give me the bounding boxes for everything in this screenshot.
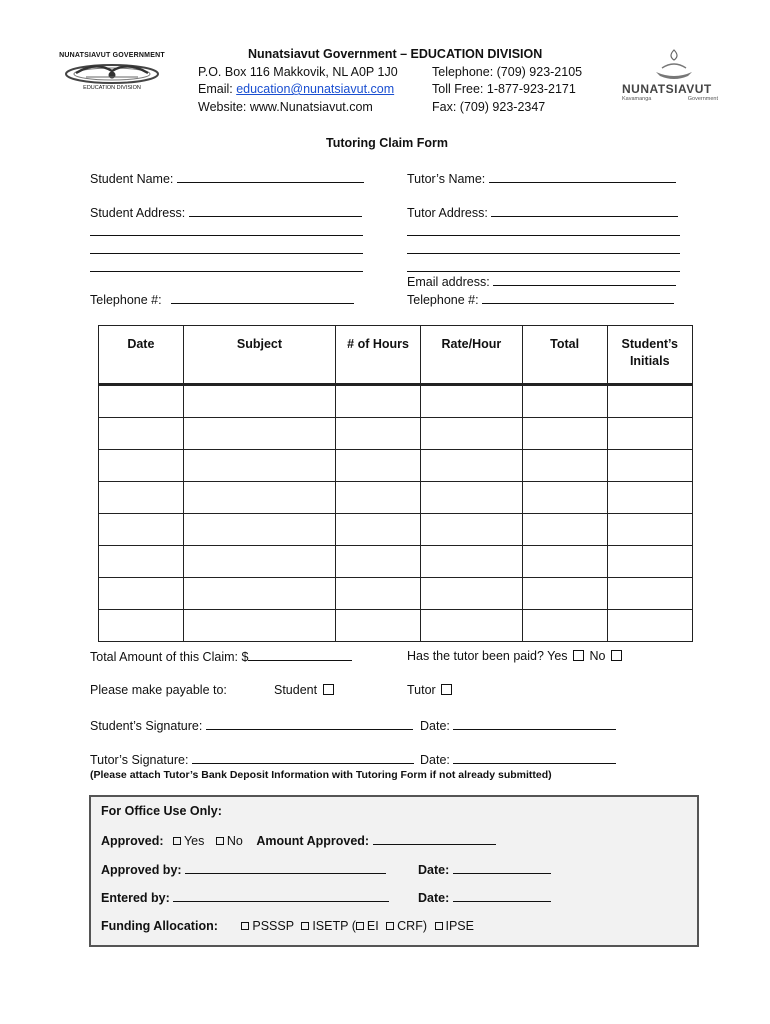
drum-dancer-icon [56, 59, 168, 87]
col-subject: Subject [183, 326, 335, 385]
tutor-address-line-3[interactable] [407, 253, 680, 254]
student-date-field[interactable] [420, 718, 616, 733]
header-website: Website: www.Nunatsiavut.com [198, 100, 373, 114]
student-address-line-4[interactable] [90, 271, 363, 272]
tutor-address-label: Tutor Address: [407, 206, 492, 220]
tutor-name-line[interactable] [489, 171, 676, 183]
amount-approved-label: Amount Approved: [256, 834, 373, 848]
tutor-date-line[interactable] [453, 752, 616, 764]
table-header-row [99, 326, 693, 385]
tutor-address-field[interactable] [407, 205, 678, 220]
funding-ipse-checkbox[interactable] [435, 922, 443, 930]
funding-ei-label: EI [366, 919, 379, 933]
tutor-name-field[interactable] [407, 171, 676, 186]
office-funding-row [101, 919, 474, 933]
approved-by-label: Approved by: [101, 863, 186, 877]
form-title: Tutoring Claim Form [326, 136, 448, 150]
student-address-field[interactable] [90, 205, 362, 220]
right-logo-sub-right: Government [687, 96, 718, 102]
student-address-line-3[interactable] [90, 253, 363, 254]
funding-crf-label: CRF) [397, 919, 428, 933]
funding-psssp-label: PSSSP [252, 919, 294, 933]
col-hours: # of Hours [336, 326, 421, 385]
payable-student-option[interactable] [274, 683, 336, 697]
student-telephone-field[interactable] [90, 292, 354, 307]
student-signature-line[interactable] [206, 718, 413, 730]
table-body [99, 385, 693, 642]
left-logo [56, 52, 168, 100]
header-toll-free: Toll Free: 1-877-923-2171 [432, 82, 576, 96]
table-row [99, 514, 693, 546]
funding-psssp-checkbox[interactable] [241, 922, 249, 930]
student-signature-field[interactable] [90, 718, 413, 733]
total-claim-field[interactable] [90, 649, 352, 664]
payable-student-label: Student [274, 683, 318, 697]
paid-no-checkbox[interactable] [611, 650, 622, 661]
student-name-line[interactable] [177, 171, 364, 183]
header-title: Nunatsiavut Government – EDUCATION DIVISION [248, 47, 543, 61]
right-logo [622, 46, 722, 104]
col-date: Date [99, 326, 184, 385]
table-row [99, 610, 693, 642]
tutor-address-line-4[interactable] [407, 271, 680, 272]
paid-no-label: No [589, 649, 606, 663]
funding-ei-checkbox[interactable] [356, 922, 364, 930]
payable-label: Please make payable to: [90, 683, 227, 697]
office-approved-label: Approved: [101, 834, 164, 848]
tutor-email-field[interactable] [407, 274, 676, 289]
office-entered-date-row[interactable] [418, 890, 551, 905]
tutor-paid-label: Has the tutor been paid? Yes [407, 649, 568, 663]
amount-approved-line[interactable] [373, 833, 496, 845]
table-row [99, 450, 693, 482]
approved-date-label: Date: [418, 863, 453, 877]
tutor-email-line[interactable] [493, 274, 676, 286]
email-link[interactable]: education@nunatsiavut.com [236, 82, 395, 96]
tutor-paid-question [407, 649, 624, 663]
paid-yes-checkbox[interactable] [573, 650, 584, 661]
approved-by-line[interactable] [185, 862, 386, 874]
col-total: Total [522, 326, 607, 385]
approved-no-label: No [226, 834, 243, 848]
header-telephone: Telephone: (709) 923-2105 [432, 65, 583, 79]
approved-yes-checkbox[interactable] [173, 837, 181, 845]
student-telephone-line[interactable] [171, 292, 354, 304]
header-email [198, 82, 394, 96]
right-logo-label: NUNATSIAVUT [622, 82, 712, 96]
tutor-telephone-line[interactable] [482, 292, 674, 304]
entered-date-line[interactable] [453, 890, 551, 902]
tutor-date-label: Date: [420, 753, 454, 767]
table-row [99, 578, 693, 610]
approved-yes-label: Yes [183, 834, 205, 848]
tutor-name-label: Tutor’s Name: [407, 172, 489, 186]
header-address: P.O. Box 116 Makkovik, NL A0P 1J0 [198, 65, 398, 79]
table-row [99, 385, 693, 418]
claims-table [98, 325, 693, 642]
payable-tutor-option[interactable] [407, 683, 454, 697]
tutor-telephone-field[interactable] [407, 292, 674, 307]
tutor-date-field[interactable] [420, 752, 616, 767]
left-logo-sub: EDUCATION DIVISION [83, 85, 141, 91]
payable-tutor-label: Tutor [407, 683, 436, 697]
tutor-address-line[interactable] [491, 205, 678, 217]
total-claim-line[interactable] [248, 649, 352, 661]
funding-crf-checkbox[interactable] [386, 922, 394, 930]
table-row [99, 482, 693, 514]
tutor-email-label: Email address: [407, 275, 494, 289]
tutor-address-line-2[interactable] [407, 235, 680, 236]
student-address-label: Student Address: [90, 206, 189, 220]
email-label: Email: [198, 82, 237, 96]
office-title: For Office Use Only: [101, 804, 222, 818]
total-claim-label: Total Amount of this Claim: $ [90, 650, 249, 664]
tutor-signature-field[interactable] [90, 752, 414, 767]
student-name-field[interactable] [90, 171, 364, 186]
attach-note: (Please attach Tutor’s Bank Deposit Information with Tutoring Form if not already submitted) [90, 769, 552, 781]
office-approved-by-row[interactable] [101, 862, 386, 877]
office-approved-row [101, 833, 496, 848]
col-initials: Student’s Initials [607, 326, 693, 385]
right-logo-sub-left: Kavamanga [622, 96, 652, 102]
student-date-line[interactable] [453, 718, 616, 730]
office-approved-date-row[interactable] [418, 862, 551, 877]
col-rate: Rate/Hour [420, 326, 522, 385]
office-use-box [89, 795, 699, 947]
office-entered-by-row[interactable] [101, 890, 389, 905]
funding-isetp-label: ISETP ( [312, 919, 356, 933]
student-signature-label: Student’s Signature: [90, 719, 206, 733]
tutor-signature-line[interactable] [192, 752, 414, 764]
student-address-line[interactable] [189, 205, 362, 217]
header-fax: Fax: (709) 923-2347 [432, 100, 546, 114]
lamp-icon [622, 46, 722, 82]
entered-by-label: Entered by: [101, 891, 174, 905]
funding-isetp-checkbox[interactable] [301, 922, 309, 930]
table-row [99, 546, 693, 578]
payable-student-checkbox[interactable] [323, 684, 334, 695]
table-row [99, 418, 693, 450]
funding-ipse-label: IPSE [445, 919, 474, 933]
tutor-signature-label: Tutor’s Signature: [90, 753, 192, 767]
funding-label: Funding Allocation: [101, 919, 218, 933]
left-logo-label: NUNATSIAVUT GOVERNMENT [59, 52, 165, 59]
student-telephone-label: Telephone #: [90, 293, 166, 307]
student-address-line-2[interactable] [90, 235, 363, 236]
entered-date-label: Date: [418, 891, 453, 905]
entered-by-line[interactable] [173, 890, 389, 902]
payable-tutor-checkbox[interactable] [441, 684, 452, 695]
approved-date-line[interactable] [453, 862, 551, 874]
student-date-label: Date: [420, 719, 454, 733]
student-name-label: Student Name: [90, 172, 177, 186]
approved-no-checkbox[interactable] [216, 837, 224, 845]
tutor-telephone-label: Telephone #: [407, 293, 483, 307]
